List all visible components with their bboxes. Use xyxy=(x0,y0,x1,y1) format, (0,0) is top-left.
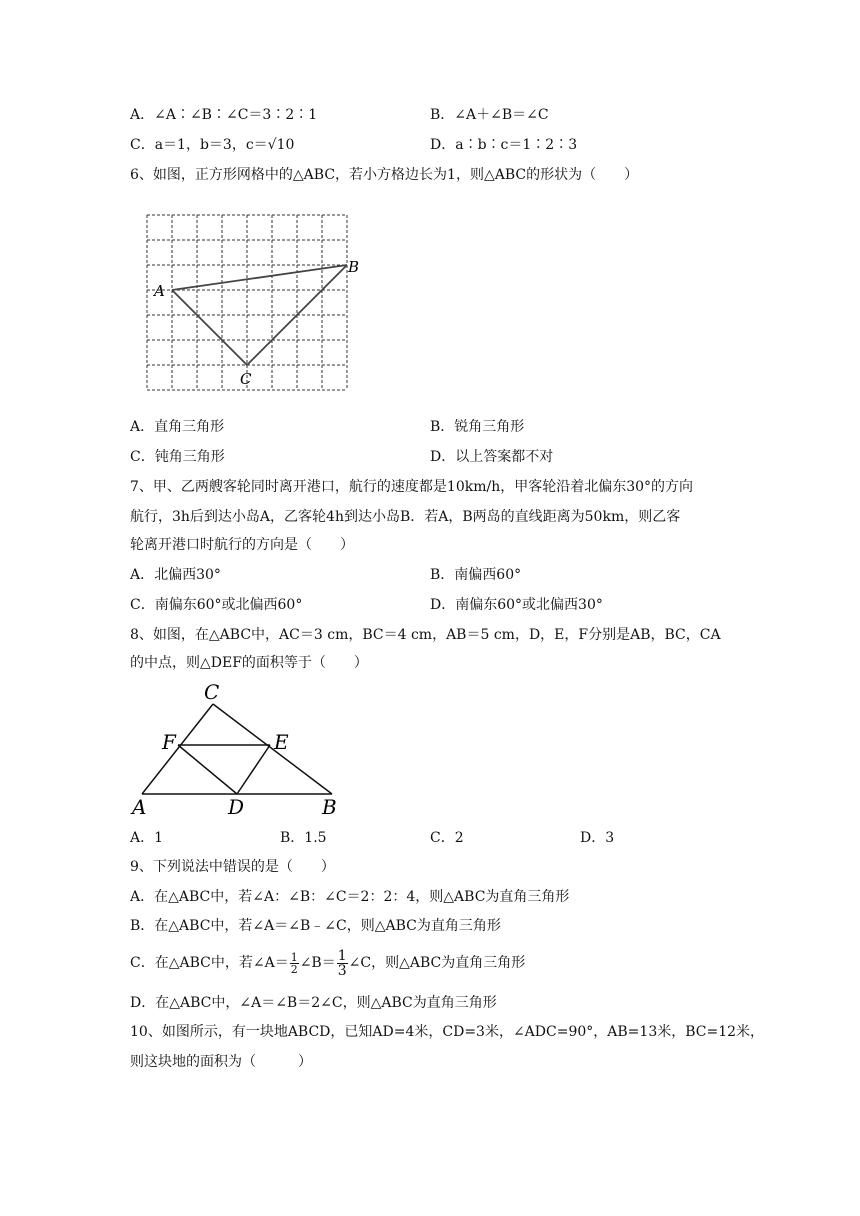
q7-stem-line2: 航行，3h后到达小岛A，乙客轮4h到达小岛B．若A，B两岛的直线距离为50km，则乙客 xyxy=(130,509,681,525)
q5-option-c: C．a＝1，b＝3，c＝√10 xyxy=(130,137,295,153)
label-f: F xyxy=(162,730,176,754)
q8-option-a: A．1 xyxy=(130,830,164,846)
q8-option-d: D．3 xyxy=(580,830,615,846)
q9-option-c-suffix: ∠C，则△ABC为直角三角形 xyxy=(348,955,526,971)
fraction-numerator: 1 xyxy=(290,950,298,964)
label-b: B xyxy=(348,258,360,276)
q9-option-a: A．在△ABC中，若∠A：∠B：∠C＝2：2：4，则△ABC为直角三角形 xyxy=(130,889,570,905)
label-e: E xyxy=(274,730,289,754)
label-b: B xyxy=(322,795,337,819)
q6-option-b: B．锐角三角形 xyxy=(430,419,525,435)
q5-option-a: A．∠A∶∠B∶∠C＝3∶2∶1 xyxy=(130,107,318,123)
q9-option-b: B．在△ABC中，若∠A＝∠B﹣∠C，则△ABC为直角三角形 xyxy=(130,918,501,934)
q7-option-d: D．南偏东60°或北偏西30° xyxy=(430,597,603,613)
q6-option-c: C．钝角三角形 xyxy=(130,449,225,465)
q8-option-b: B．1.5 xyxy=(280,830,327,846)
label-a: A xyxy=(132,795,147,819)
q7-stem-line3: 轮离开港口时航行的方向是（ ） xyxy=(130,537,354,553)
q5-option-d: D．a∶b∶c＝1∶2∶3 xyxy=(430,137,578,153)
q8-triangle-figure xyxy=(128,680,358,820)
q6-stem: 6、如图，正方形网格中的△ABC，若小方格边长为1，则△ABC的形状为（ ） xyxy=(130,167,639,183)
q7-stem-line1: 7、甲、乙两艘客轮同时离开港口，航行的速度都是10km/h，甲客轮沿着北偏东30°的方向 xyxy=(130,479,694,495)
fraction-denominator: 2 xyxy=(290,962,298,976)
q10-stem-line2: 则这块地的面积为（ ） xyxy=(130,1054,312,1070)
q6-grid-figure xyxy=(140,208,360,398)
q9-option-c xyxy=(130,946,525,980)
label-c: C xyxy=(204,680,220,704)
q9-option-c-prefix: C．在△ABC中，若∠A＝ xyxy=(130,955,289,971)
q6-option-a: A．直角三角形 xyxy=(130,419,225,435)
fraction-one-third xyxy=(337,949,348,978)
q8-stem-line1: 8、如图，在△ABC中，AC＝3 cm，BC＝4 cm，AB＝5 cm，D，E，F分别是AB，BC，CA xyxy=(130,627,721,643)
q10-stem-line1: 10、如图所示，有一块地ABCD，已知AD=4米，CD=3米，∠ADC=90°，AB=13米，BC=12米， xyxy=(130,1024,765,1040)
q7-option-c: C．南偏东60°或北偏西60° xyxy=(130,597,303,613)
q7-option-b: B．南偏西60° xyxy=(430,567,522,583)
q6-option-d: D．以上答案都不对 xyxy=(430,449,554,465)
q9-option-c-middle: ∠B＝ xyxy=(299,955,336,971)
fraction-denominator: 3 xyxy=(337,962,347,979)
q8-option-c: C．2 xyxy=(430,830,464,846)
label-a: A xyxy=(154,282,165,300)
q9-option-d: D．在△ABC中，∠A＝∠B＝2∠C，则△ABC为直角三角形 xyxy=(130,995,497,1011)
q5-option-b: B．∠A＋∠B＝∠C xyxy=(430,107,549,123)
fraction-numerator: 1 xyxy=(337,947,347,964)
q9-stem: 9、下列说法中错误的是（ ） xyxy=(130,859,335,875)
q8-stem-line2: 的中点，则△DEF的面积等于（ ） xyxy=(130,655,368,671)
fraction-one-half xyxy=(290,952,299,975)
label-c: C xyxy=(240,370,252,388)
label-d: D xyxy=(228,795,245,819)
q7-option-a: A．北偏西30° xyxy=(130,567,221,583)
